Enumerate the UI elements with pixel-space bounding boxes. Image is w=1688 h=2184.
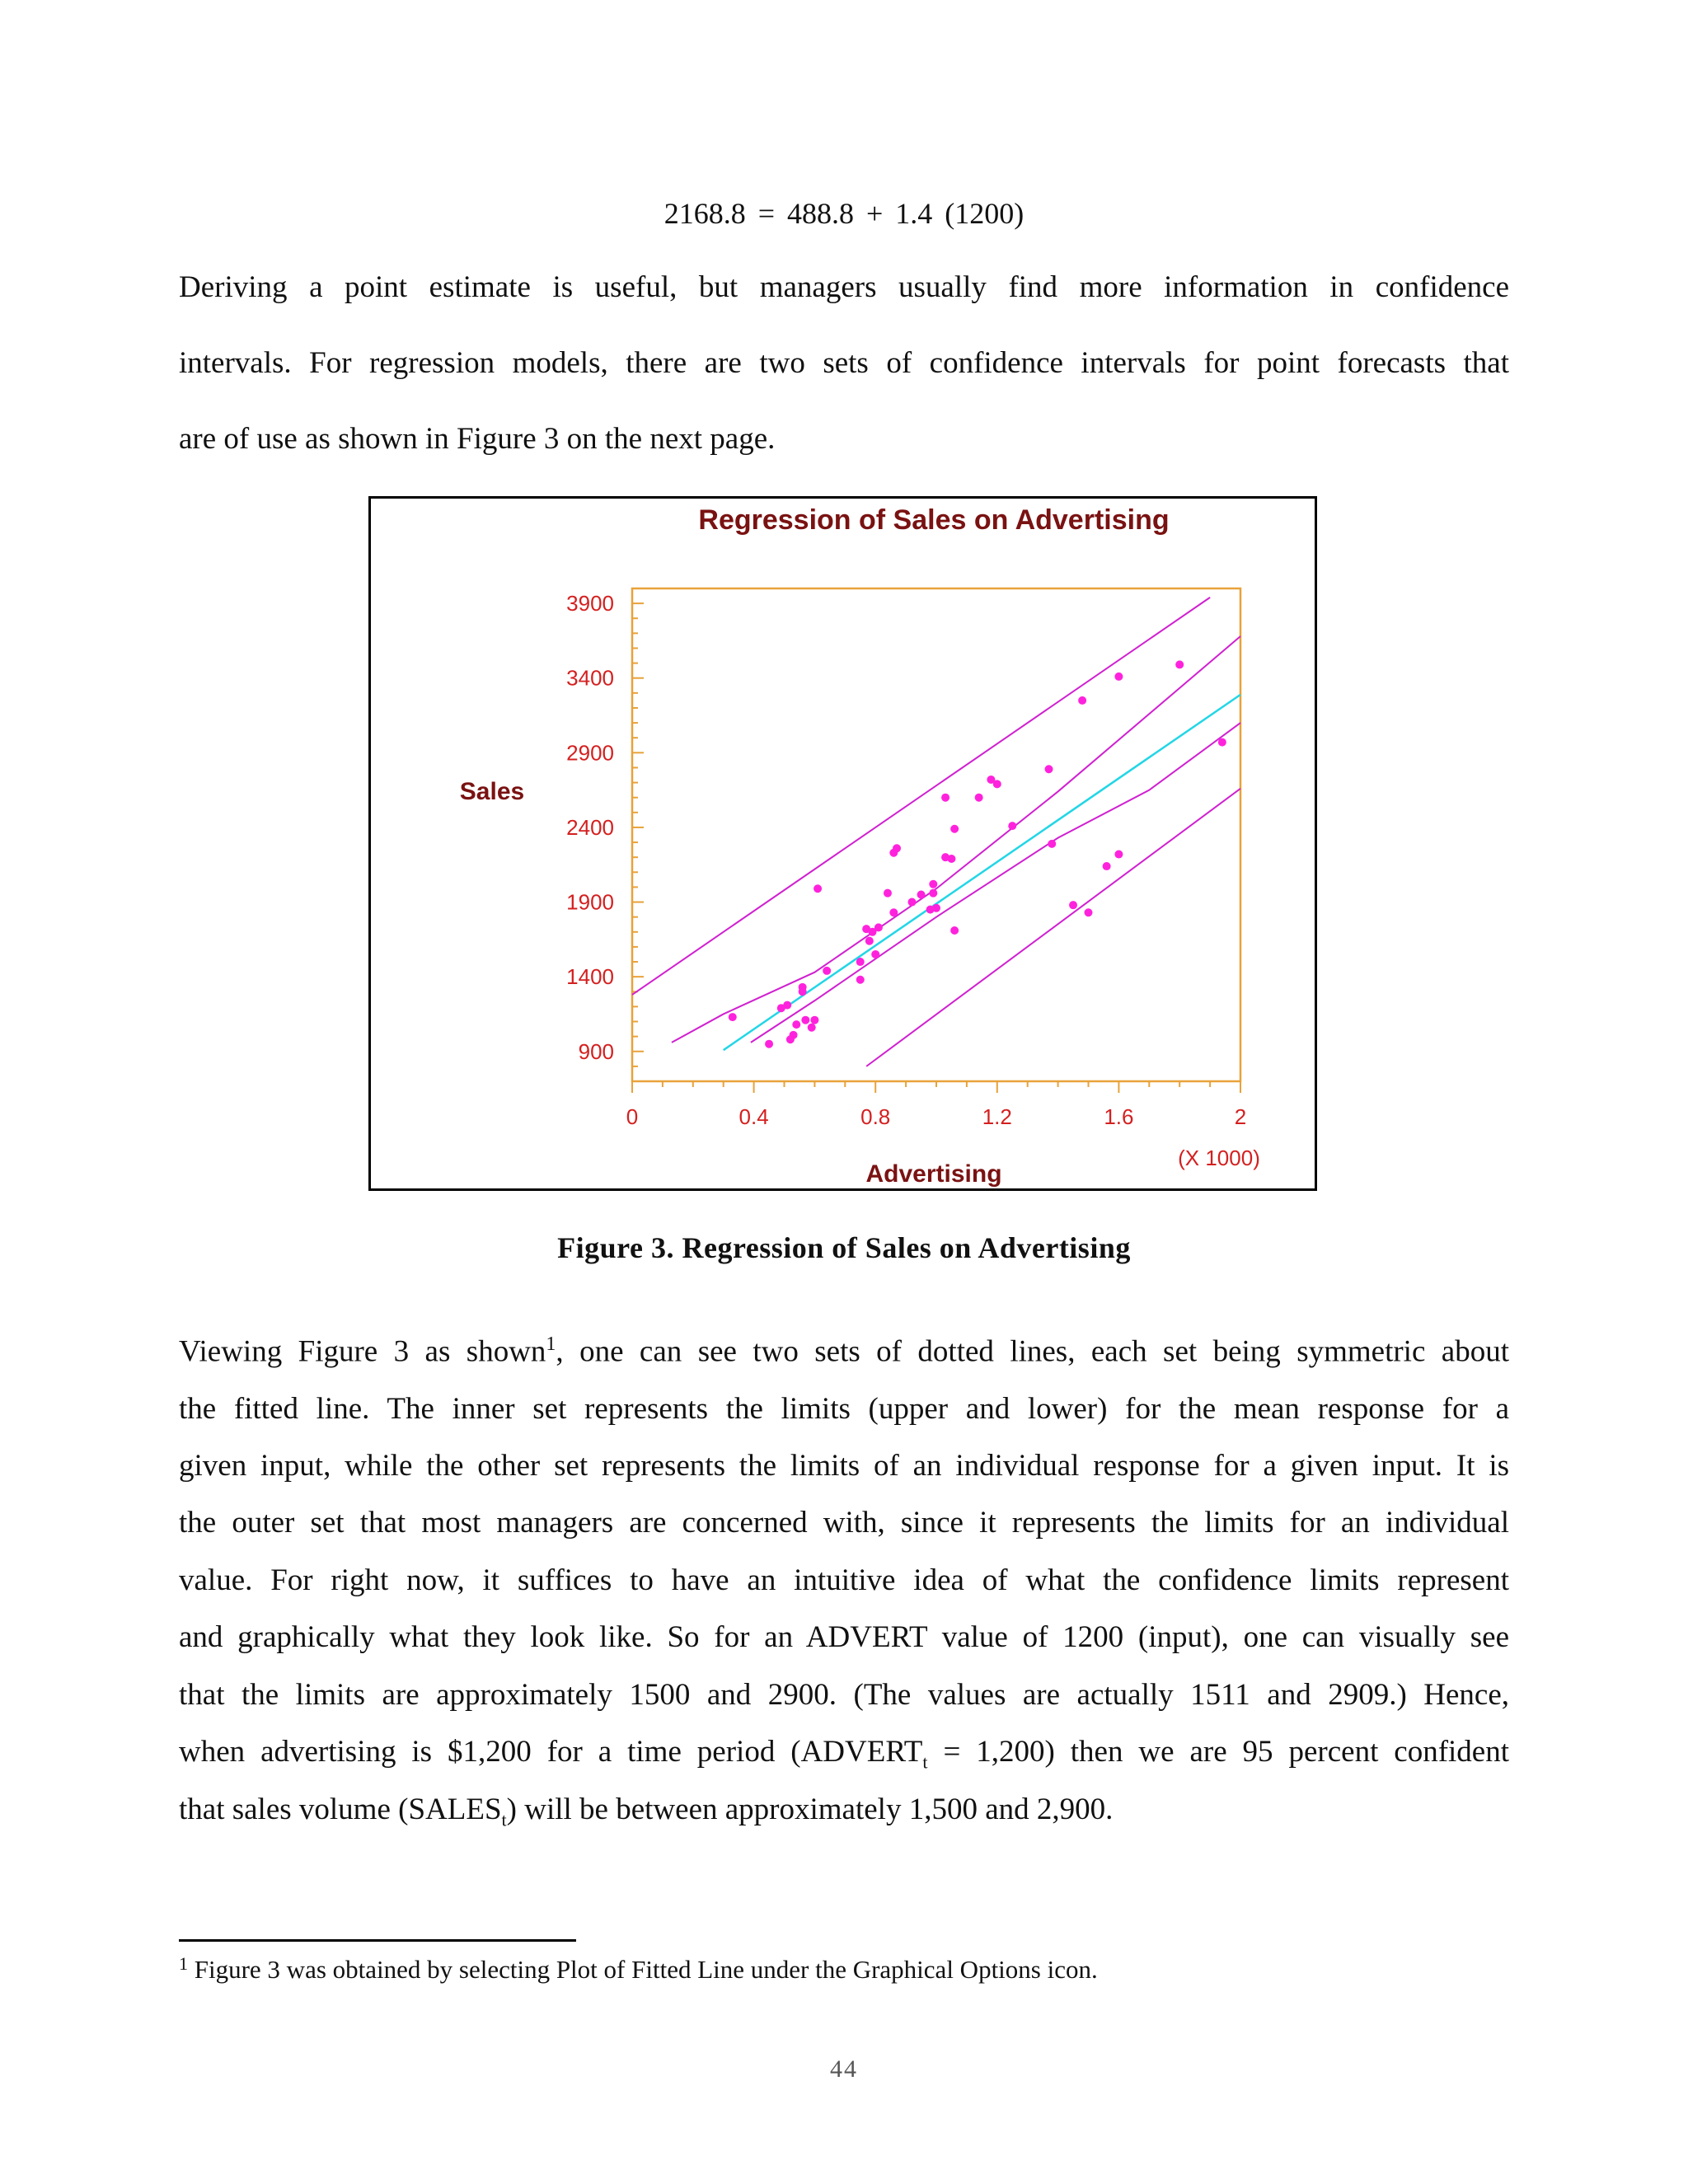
data-point [950, 926, 959, 935]
plot-area [566, 588, 1246, 1129]
subscript-t: t [501, 1809, 507, 1830]
plot-border [632, 588, 1240, 1081]
data-point [823, 967, 831, 975]
data-point [1175, 660, 1184, 668]
data-point [975, 794, 983, 802]
data-point [947, 855, 955, 863]
data-point [808, 1024, 816, 1032]
body-line-1-text-a: Viewing Figure 3 as shown [179, 1334, 546, 1369]
subscript-t: t [922, 1751, 928, 1773]
footnote-text: Figure 3 was obtained by selecting Plot of Fitted Line under the Graphical Options icon. [194, 1955, 1098, 1984]
data-point [1069, 901, 1077, 909]
data-point [865, 937, 874, 945]
data-point [1218, 738, 1226, 747]
equation: 2168.8 = 488.8 + 1.4 (1200) [663, 197, 1025, 230]
y-tick-label: 1400 [566, 964, 614, 990]
data-point [783, 1001, 791, 1010]
data-point [1085, 908, 1093, 916]
data-point [810, 1016, 818, 1024]
data-point [929, 889, 937, 898]
data-point [856, 976, 865, 984]
data-point [874, 923, 883, 931]
data-point [889, 908, 898, 916]
data-point [993, 780, 1001, 788]
footnote-rule [179, 1939, 576, 1942]
data-point [929, 880, 937, 888]
inner-lower-limit-line [751, 723, 1240, 1043]
data-point [729, 1013, 737, 1021]
data-point [1048, 840, 1056, 848]
data-point [814, 884, 822, 893]
data-point [907, 898, 916, 907]
data-point [884, 889, 892, 898]
data-point [1103, 862, 1111, 870]
y-tick-label: 900 [578, 1038, 614, 1064]
y-axis-label: Sales [459, 778, 525, 805]
x-tick-label: 0.4 [738, 1104, 769, 1129]
x-tick-label: 0 [626, 1104, 639, 1129]
data-point [1114, 851, 1123, 859]
footnote-marker: 1 [179, 1953, 188, 1974]
x-tick-label: 2 [1234, 1104, 1247, 1129]
x-tick-label: 0.8 [860, 1104, 891, 1129]
body-line-9-text-b: ) will be between approximately 1,500 and 2,900. [506, 1793, 1114, 1826]
y-tick-label: 3900 [566, 591, 614, 616]
x-axis-multiplier: (X 1000) [1178, 1146, 1260, 1170]
body-line-1-text-b: , one can see two sets of dotted lines, each set being symmetric about [556, 1334, 1509, 1369]
figure-caption: Figure 3. Regression of Sales on Advertising [557, 1231, 1131, 1264]
data-point [1078, 696, 1086, 705]
data-point [917, 890, 926, 898]
data-point [871, 950, 879, 958]
body-line-8-text-b: = 1,200) then we are 95 percent confident [927, 1735, 1510, 1769]
chart-title: Regression of Sales on Advertising [698, 504, 1170, 536]
y-tick-label: 2400 [566, 814, 614, 840]
footnote-ref: 1 [546, 1333, 556, 1355]
body-line-9-text-a: that sales volume (SALES [179, 1793, 502, 1826]
data-point [790, 1031, 798, 1039]
x-axis-label: Advertising [865, 1160, 1002, 1188]
body-line-8-text-a: when advertising is $1,200 for a time period (ADVERT [179, 1735, 923, 1769]
data-point [1114, 673, 1123, 681]
footnote [179, 1955, 1098, 1985]
x-tick-label: 1.2 [982, 1104, 1012, 1129]
data-point [950, 825, 959, 833]
data-point [801, 1016, 809, 1024]
inner-upper-limit-line [672, 636, 1240, 1043]
data-point [799, 983, 807, 991]
fitted-line [724, 695, 1240, 1050]
data-point [893, 844, 901, 852]
y-tick-label: 3400 [566, 665, 614, 691]
outer-upper-limit-line [632, 598, 1210, 995]
data-point [856, 958, 865, 966]
data-point [932, 904, 940, 912]
data-point [792, 1020, 800, 1029]
y-tick-label: 1900 [566, 889, 614, 915]
data-point [1045, 765, 1053, 773]
data-point [1008, 822, 1016, 830]
x-tick-label: 1.6 [1104, 1104, 1134, 1129]
data-point [941, 794, 950, 802]
regression-chart [368, 496, 1317, 1191]
data-point [765, 1040, 773, 1048]
page-number: 44 [830, 2055, 858, 2083]
y-tick-label: 2900 [566, 740, 614, 766]
